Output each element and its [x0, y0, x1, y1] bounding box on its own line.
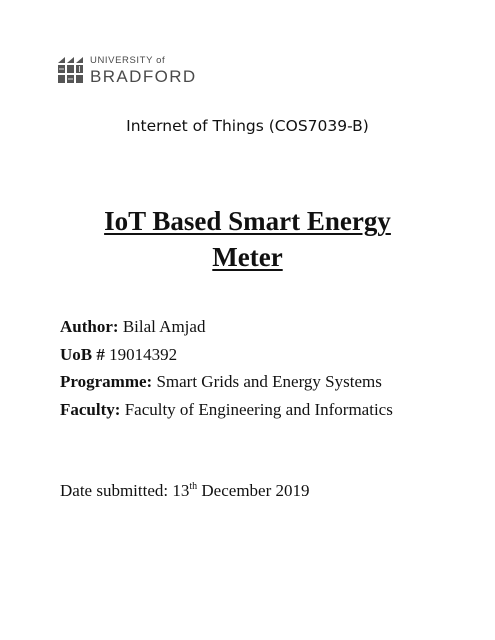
author-label: Author: — [60, 317, 119, 336]
faculty-value: Faculty of Engineering and Informatics — [124, 399, 393, 419]
university-logo — [57, 56, 197, 85]
uob-label: UoB # — [60, 344, 105, 364]
course-heading: Internet of Things (COS7039-B) — [126, 117, 369, 135]
programme-row — [60, 368, 393, 396]
title-line-2: Meter — [212, 242, 283, 272]
document-title — [40, 203, 455, 275]
faculty-label: Faculty: — [60, 399, 121, 419]
date-submitted — [60, 481, 310, 501]
logo-line-bradford: BRADFORD — [90, 66, 197, 86]
date-prefix: Date submitted: 13 — [60, 481, 190, 500]
title-line-1: IoT Based Smart Energy — [104, 206, 391, 236]
uob-row — [60, 341, 393, 369]
faculty-row — [60, 396, 393, 424]
document-metadata — [60, 313, 393, 423]
author-value: Bilal Amjad — [122, 317, 206, 336]
uob-value: 19014392 — [109, 344, 178, 364]
logo-wordmark — [90, 56, 197, 85]
author-row — [60, 313, 393, 341]
logo-line-university: UNIVERSITY of — [90, 55, 166, 66]
date-rest: December 2019 — [197, 481, 310, 500]
programme-label: Programme: — [60, 372, 153, 391]
university-crest-icon — [57, 56, 85, 84]
programme-value: Smart Grids and Energy Systems — [156, 372, 382, 391]
date-ordinal-suffix: th — [189, 481, 198, 492]
